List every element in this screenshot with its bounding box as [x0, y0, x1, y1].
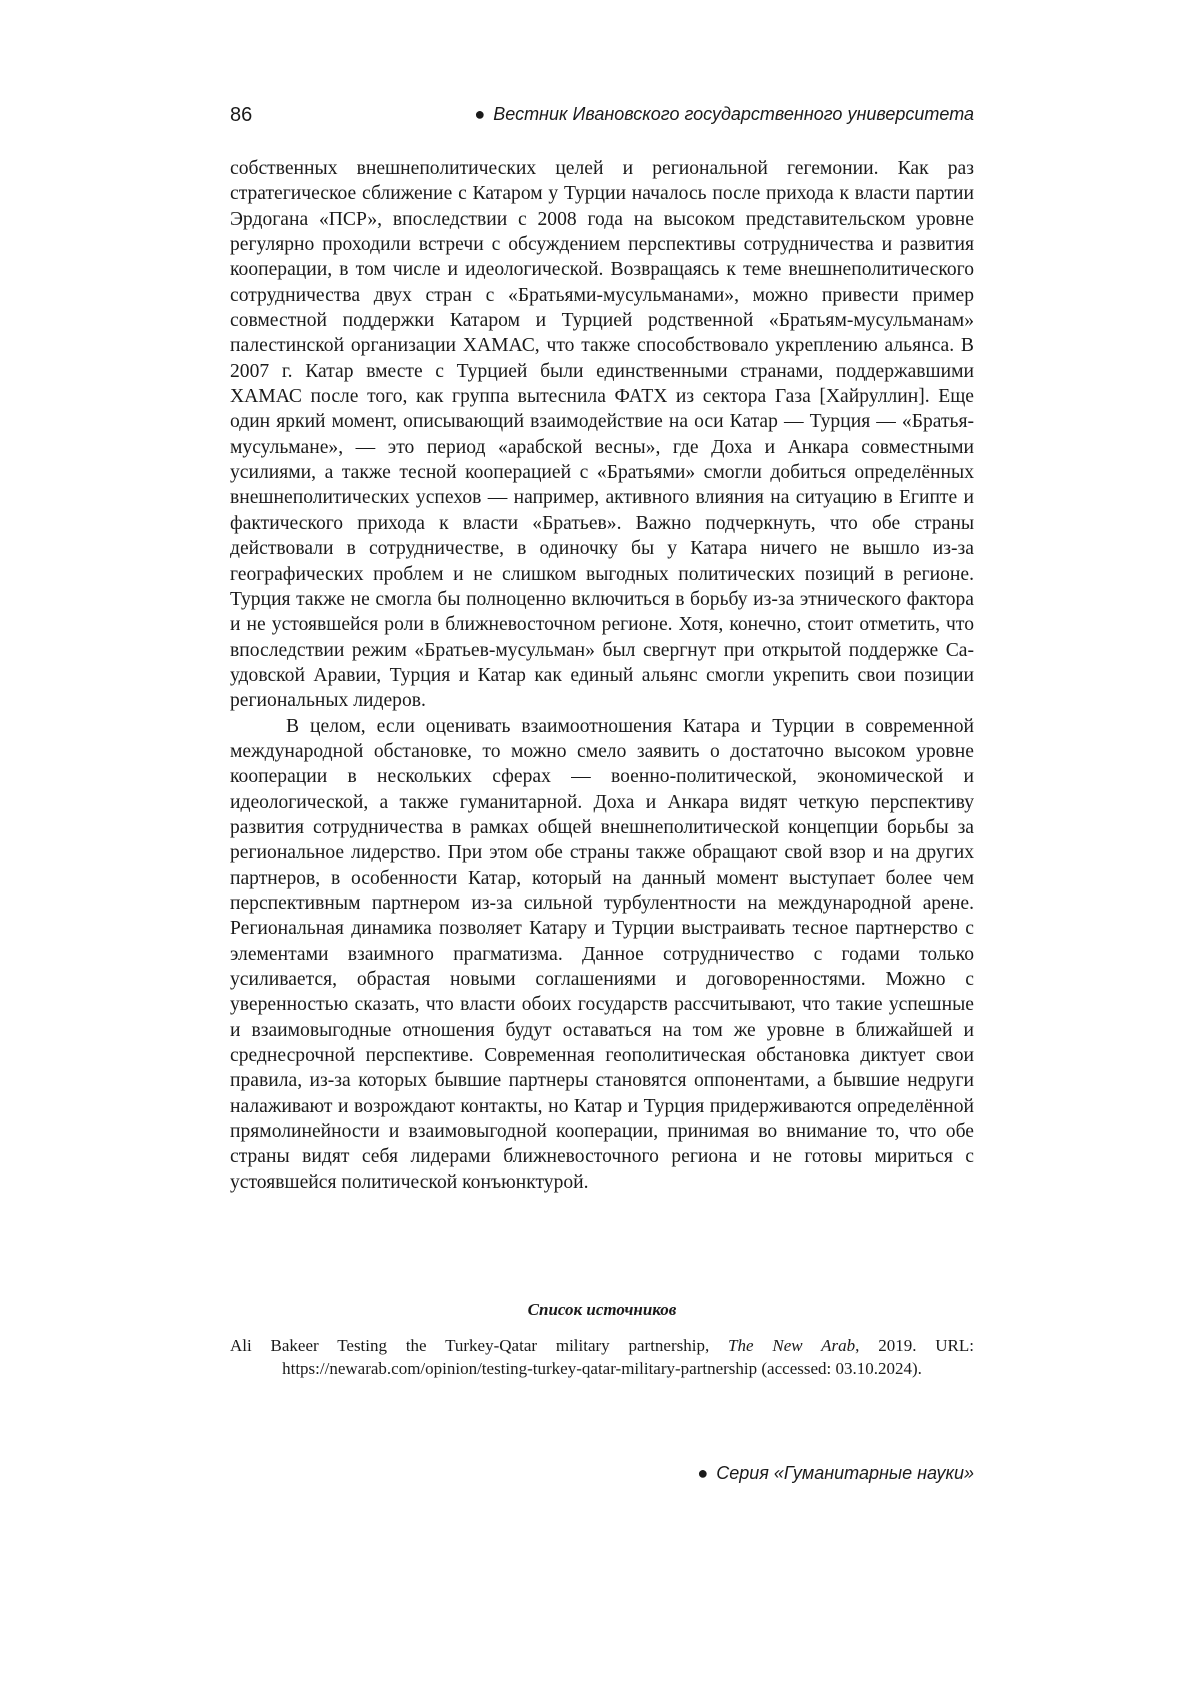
article-body	[230, 156, 974, 1195]
reference-entry	[230, 1334, 974, 1380]
paragraph: В целом, если оценивать взаимоотношения Катара и Турции в современной международной обстановке, то можно смело заявить о достаточно высоком уровне кооперации в нескольких сферах — военно-политической, экономической и идеологической, а также гуманитарной. Доха и Анкара видят четкую перспективу развития сотрудничества в рамках общей внешнеполитической концепции борьбы за региональное лидерство. При этом обе страны также обращают свой взор и на других партнеров, в особенности Катар, который на данный момент выступает более чем перспективным партнером из-за сильной турбулентности на международной арене. Региональная динамика позволяет Катару и Турции выстраивать тесное партнерство с элементами взаимного прагматизма. Данное сотрудничество с годами только усиливается, обрастая новыми соглашениями и договоренностями. Можно с уверенностью сказать, что власти обоих государств рассчитывают, что такие успешные и взаимовыгодные отношения будут оставаться на том же уровне в ближайшей и среднесрочной перспективе. Современная геополитическая обстановка диктует свои правила, из-за которых бывшие партнеры становятся оппонентами, а бывшие недруги налаживают и возрождают контакты, но Катар и Турция придерживаются определённой прямолинейности и взаимовыгодной кооперации, принимая во внимание то, что обе страны видят себя лидерами ближневосточного региона и не готовы мириться с устоявшейся политической конъюнктурой.	[230, 715, 974, 1193]
references-section	[230, 1300, 974, 1380]
journal-page	[230, 0, 974, 1697]
references-heading: Список источников	[527, 1300, 677, 1319]
reference-text: , 2019. URL: https://newarab.com/opinion/testing-turkey-qatar-military-partnership (accessed: 03.10.2024).	[282, 1336, 974, 1378]
journal-title-text: Вестник Ивановского государственного университета	[493, 104, 974, 124]
journal-title	[474, 104, 974, 125]
reference-text: Ali Bakeer Testing the Turkey-Qatar military partnership,	[230, 1336, 729, 1355]
bullet-icon: ●	[697, 1463, 709, 1483]
running-header	[230, 100, 974, 130]
paragraph: собственных внешнеполитических целей и региональной гегемонии. Как раз стратегическое сближение с Катаром у Турции началось после прихода к власти партии Эрдогана «ПСР», впоследствии с 2008 года на высоком представительском уровне регулярно проходили встречи с обсуждением перспективы сотрудничества и развития кооперации, в том числе и идеологической. Возвращаясь к теме внешнеполитического сотрудничества двух стран с «Братьями-мусульманами», можно привести пример совместной поддержки Катаром и Турцией родственной «Братьям-мусульманам» палестинской организации ХАМАС, что также способствовало укреплению альянса. В 2007 г. Катар вместе с Турцией были единственными странами, поддержавшими ХАМАС после того, как группа вытеснила ФАТХ из сектора Газа [Хайруллин]. Еще один яркий момент, описывающий взаимодействие на оси Катар — Турция — «Братья-мусульмане», — это период «арабской весны», где Доха и Анкара совместными усилиями, а также тесной кооперацией с «Братьями» смогли добиться определённых внешнеполитических успехов — например, активного влияния на ситуацию в Египте и фактического прихода к власти «Братьев». Важно подчеркнуть, что обе страны действовали в сотрудничестве, в одиночку бы у Катара ничего не вышло из-за географических проблем и не слишком выгодных политических позиций в регионе. Турция также не смогла бы полноценно включиться в борьбу из-за этнического фактора и не устоявшейся роли в ближневосточном регионе. Хотя, конечно, стоит отметить, что впоследствии режим «Братьев-мусульман» был свергнут при открытой поддержке Саудовской Аравии, Турция и Катар как единый альянс смогли укрепить свои позиции региональных лидеров.	[230, 158, 974, 712]
page-number: 86	[230, 104, 253, 126]
series-title-text: Серия «Гуманитарные науки»	[716, 1463, 974, 1483]
series-title	[697, 1463, 974, 1483]
bullet-icon: ●	[474, 104, 486, 124]
reference-journal: The New Arab	[728, 1336, 856, 1355]
running-footer	[697, 1463, 974, 1484]
